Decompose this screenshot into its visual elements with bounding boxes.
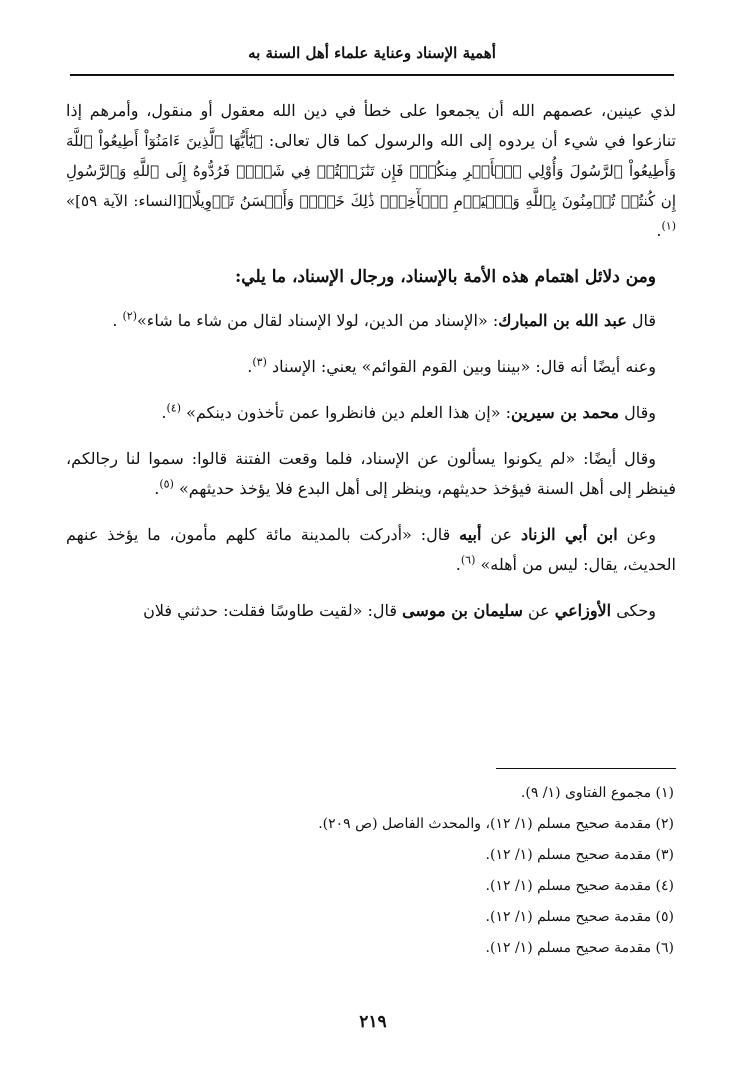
footnote-marker[interactable]: (٤) [166,401,181,415]
footnote-marker[interactable]: (٦) [460,553,476,567]
footnote-4: (٤) مقدمة صحيح مسلم (١/ ١٢). [485,878,674,894]
paragraph-intro: وقال [619,403,656,422]
paragraph-fitna [66,444,676,504]
paragraph-intro: وحكى [611,601,656,620]
scholar-name: عبد الله بن المبارك [498,311,627,330]
paragraph-text: : «إن هذا العلم دين فانظروا عمن تأخذون دينكم» [180,403,512,422]
scholar-name: أبيه [459,525,482,544]
paragraph-text: وقال أيضًا: «لم يكونوا يسألون عن الإسناد، فلما وقعت الفتنة قالوا: سموا لنا رجالكم، فينظر إلى أهل السنة فيؤخذ حديثهم، وينظر إلى أهل البدع فلا يؤخذ حديثهم» [66,449,676,498]
paragraph-obedience [66,96,676,246]
paragraph-text: قال: «لقيت طاوسًا فقلت: حدثني فلان [143,601,403,620]
footnote-1: (١) مجموع الفتاوى (١/ ٩). [520,785,674,801]
paragraph-text: قال: «أدركت بالمدينة مائة كلهم مأمون، ما يؤخذ عنهم الحديث، يقال: ليس من أهله» [66,525,676,574]
paragraph-intro: وعن [617,525,656,544]
running-header: أهمية الإسناد وعناية علماء أهل السنة به [248,44,496,62]
footnote-marker[interactable]: (٢) [122,309,138,323]
footnote-marker[interactable]: (٣) [252,355,267,369]
paragraph-text: وعنه أيضًا أنه قال: «بيننا وبين القوم القوائم» يعني: الإسناد [266,357,656,376]
connector-text: عن [522,601,555,620]
footnotes [70,778,674,964]
sentence-end: . [154,479,160,498]
sentence-end: . [161,403,167,422]
scholar-name: ابن أبي الزناد [520,525,618,544]
sentence-end: . [455,555,461,574]
quran-verse: ﴿يَٰٓأَيُّهَا ٱلَّذِينَ ءَامَنُوٓاْ أَطِيعُواْ ٱللَّهَ وَأَطِيعُواْ ٱلرَّسُولَ وَأُوْلِي ٱلۡأَمۡرِ مِنكُمۡۖ فَإِن تَنَٰزَعۡتُمۡ فِي شَيۡءٖ فَرُدُّوهُ إِلَى ٱللَّهِ وَٱلرَّسُولِ إِن كُنتُمۡ تُؤۡمِنُونَ بِٱللَّهِ وَٱلۡيَوۡمِ ٱلۡأٓخِرِۚ ذَٰلِكَ خَيۡرٞ وَأَحۡسَنُ تَأۡوِيلًا﴾ [66,132,676,210]
footnote-marker[interactable]: (٥) [159,477,174,491]
section-heading: ومن دلائل اهتمام هذه الأمة بالإسناد، ورجال الإسناد، ما يلي: [235,267,656,287]
paragraph-intro: قال [626,311,656,330]
footnote-marker[interactable]: (١) [661,219,676,233]
paragraph-qawaim [66,352,676,382]
scholar-name: الأوزاعي [554,601,612,620]
paragraph-abi-zinad [66,520,676,580]
paragraph-text: لذي عينين، عصمهم الله أن يجمعوا على خطأ في دين الله معقول أو منقول، وأمرهم إذا تنازعوا في شيء أن يردوه إلى الله والرسول كما قال تعالى: [66,101,676,150]
footnote-3: (٣) مقدمة صحيح مسلم (١/ ١٢). [485,847,674,863]
sentence-end: . [112,311,118,330]
paragraph-ibn-sirin [66,398,676,428]
paragraph-ibn-al-mubarak [66,306,676,336]
footnote-divider [496,768,676,769]
sentence-end: . [247,357,253,376]
main-text [66,96,676,642]
verse-reference: [النساء: الآية ٥٩]» [66,192,183,210]
scholar-name: سليمان بن موسى [402,601,523,620]
footnote-2: (٢) مقدمة صحيح مسلم (١/ ١٢)، والمحدث الفاصل (ص ٢٠٩). [318,816,674,832]
header-divider [70,74,674,76]
scholar-name: محمد بن سيرين [511,403,620,422]
sentence-end: . [656,221,662,240]
connector-text: عن [481,525,521,544]
paragraph-text: : «الإسناد من الدين، لولا الإسناد لقال من شاء ما شاء» [137,311,499,330]
footnote-5: (٥) مقدمة صحيح مسلم (١/ ١٢). [485,909,674,925]
page-number: ٢١٩ [359,1012,387,1032]
paragraph-awzai [66,596,676,626]
footnote-6: (٦) مقدمة صحيح مسلم (١/ ١٢). [485,940,674,956]
